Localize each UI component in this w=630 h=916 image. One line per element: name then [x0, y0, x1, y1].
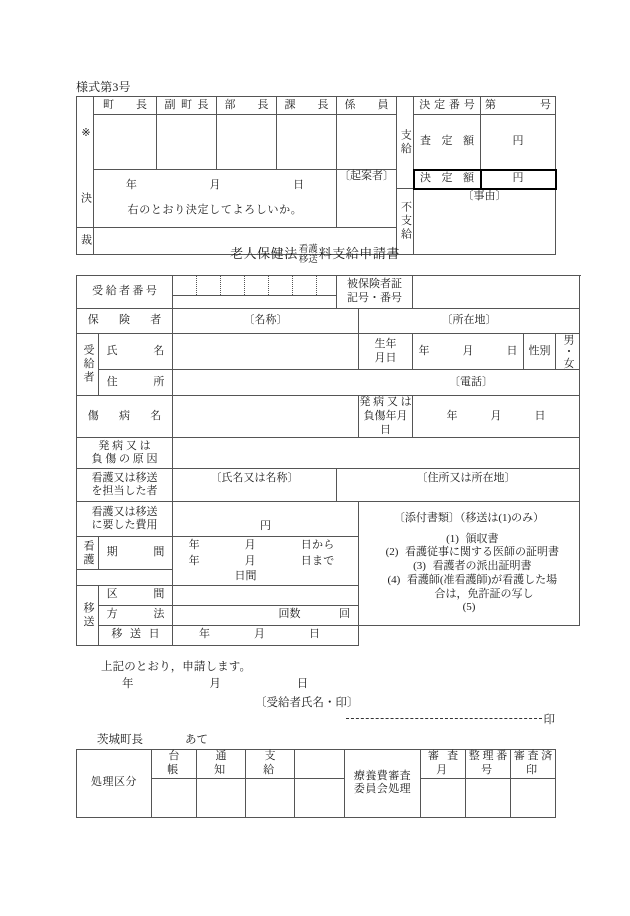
addressee [97, 731, 208, 747]
processing-table-container [76, 749, 556, 818]
insurer-address-cell[interactable] [359, 309, 580, 334]
committee-value-review-month[interactable] [421, 778, 466, 817]
cause-label-line2: 負 傷 の 原 因 [91, 453, 158, 466]
provider-label-line1: 看護又は移送 [91, 471, 158, 484]
recipient-number-cells-lower [173, 296, 337, 309]
nursing-side-label-text: 看護 [82, 539, 94, 567]
provider-name-label: 〔氏名又は名称〕 [210, 472, 299, 485]
insurer-address-label: 〔所在地〕 [441, 314, 497, 327]
cause-label [77, 438, 173, 469]
attachments-list [359, 533, 579, 616]
list-item [359, 546, 579, 560]
approval-side-label-bottom-text: 決 [79, 191, 92, 205]
processing-column-payment: 支 給 [246, 750, 295, 779]
assessed-amount-value[interactable]: 円 [481, 115, 556, 170]
recipient-number-cell-7[interactable] [317, 276, 337, 296]
cause-value[interactable] [173, 438, 580, 469]
recipient-side-label [77, 334, 99, 396]
committee-label-line2: 委員会処理 [353, 783, 412, 796]
application-table [76, 275, 580, 646]
insurance-card-value[interactable] [413, 276, 580, 309]
recipient-number-cell-6[interactable] [293, 276, 317, 296]
section-value[interactable] [173, 585, 359, 605]
rank-header-staff: 係 員 [337, 97, 397, 115]
insurance-card-label [337, 276, 413, 309]
transport-date-value[interactable]: 年 月 日 [173, 625, 359, 645]
decision-statement: 右のとおり決定してよろしいか。 [127, 204, 303, 216]
committee-value-reference-number[interactable] [466, 778, 511, 817]
birth-date-label-line1: 生年 [374, 337, 397, 350]
period-to[interactable]: 年 月 日まで [173, 554, 359, 569]
transport-side-label-text: 移送 [82, 601, 94, 629]
provider-name-cell[interactable] [173, 469, 337, 502]
rank-header-department-chief: 部 長 [217, 97, 277, 115]
attachment-text: 領収書 [465, 532, 499, 545]
approval-table-container [76, 96, 557, 255]
seal-mark: 印 [543, 714, 555, 726]
approval-side-label-bottom [77, 170, 94, 228]
method-value[interactable] [173, 605, 359, 625]
attachment-text-continued: 合は，免許証の写し [434, 587, 534, 600]
name-value[interactable] [173, 334, 359, 370]
birth-date-value[interactable]: 年 月 日 [413, 334, 524, 370]
list-item [359, 560, 579, 574]
approval-side-label [77, 97, 94, 170]
signature-label: 〔受給者氏名・印〕 [255, 697, 359, 709]
method-count-unit: 回 [339, 608, 351, 621]
phone-label: 〔電話〕 [449, 375, 494, 388]
recipient-number-cell-3[interactable] [221, 276, 245, 296]
cause-label-line1: 発 病 又 は [98, 439, 151, 452]
title-prefix: 老人保健法 [230, 246, 298, 261]
title-stack-top: 看護 [298, 244, 318, 255]
onset-date-value[interactable]: 年 月 日 [413, 396, 580, 438]
title-suffix: 料支給申請書 [318, 246, 400, 261]
committee-label [345, 750, 421, 818]
cost-value[interactable]: 円 [173, 502, 359, 537]
decision-number-label: 決定番号 [414, 97, 481, 115]
gender-label: 性別 [524, 334, 556, 370]
decision-number-value[interactable]: 第 号 [481, 97, 556, 115]
seal-box-staff[interactable] [337, 115, 397, 170]
attachment-text: 看護師(准看護師)が看護した場 [406, 573, 558, 586]
rank-header-deputy-mayor: 副町長 [157, 97, 217, 115]
committee-column-reference-number: 整理番号 [466, 750, 511, 779]
approval-table [76, 96, 557, 255]
committee-column-review-month: 審 査 月 [421, 750, 466, 779]
reason-label: 〔事由〕 [462, 189, 507, 202]
form-number: 様式第3号 [76, 80, 131, 94]
processing-value-notice[interactable] [197, 778, 246, 817]
period-label: 期 間 [99, 537, 173, 570]
seal-box-department-chief[interactable] [217, 115, 277, 170]
attachments-title: 〔添付書類〕（移送は(1)のみ） [393, 511, 545, 524]
insurer-label: 保 険 者 [77, 309, 173, 334]
onset-date-label-line1: 発 病 又 は [359, 396, 412, 408]
address-value-cell[interactable] [173, 370, 580, 396]
approval-side-label-foot-text: 裁 [79, 234, 92, 248]
onset-date-label-line2: 負傷年月日 [363, 409, 408, 436]
attachment-text: 看護者の派出証明書 [432, 560, 532, 573]
birth-date-label [359, 334, 413, 370]
disease-name-value[interactable] [173, 396, 359, 438]
insurance-card-label-line1: 被保険者証 [347, 278, 403, 291]
provider-address-label: 〔住所又は所在地〕 [416, 472, 516, 485]
address-label: 住 所 [99, 370, 173, 396]
recipient-number-cell-2[interactable] [197, 276, 221, 296]
cost-label [77, 502, 173, 537]
onset-date-label [359, 396, 413, 438]
application-date[interactable]: 年 月 日 [122, 678, 319, 690]
section-label: 区 間 [99, 585, 173, 605]
attachment-number: (1) [446, 532, 459, 545]
recipient-number-cell-5[interactable] [269, 276, 293, 296]
attachment-number: (4) [387, 573, 401, 586]
provider-label [77, 469, 173, 502]
cost-label-line2: に要した費用 [91, 519, 158, 532]
gender-options[interactable] [556, 334, 580, 370]
period-days[interactable]: 日間 [173, 569, 359, 585]
processing-column-ledger: 台 帳 [152, 750, 197, 779]
provider-address-cell[interactable] [337, 469, 580, 502]
list-item [359, 601, 579, 615]
processing-value-ledger[interactable] [152, 778, 197, 817]
signature-dashes [346, 718, 542, 719]
signature-line[interactable] [310, 711, 555, 727]
assessed-amount-label: 査 定 額 [414, 115, 481, 170]
application-table-container [76, 275, 580, 646]
addressee-name: 茨城町長 [97, 734, 143, 746]
recipient-number-cell-4[interactable] [245, 276, 269, 296]
title-stack [299, 245, 318, 266]
drafter-cell[interactable] [337, 170, 397, 228]
processing-column-notice: 通 知 [197, 750, 246, 779]
attachment-number: (3) [413, 560, 426, 573]
seal-box-section-chief[interactable] [277, 115, 337, 170]
page-title [0, 243, 630, 265]
nursing-days-spacer [77, 569, 173, 585]
rank-header-mayor: 町 長 [94, 97, 157, 115]
transport-side-label [77, 585, 99, 645]
list-item [359, 533, 579, 547]
decided-amount-label: 決 定 額 [414, 170, 481, 189]
seal-box-deputy-mayor[interactable] [157, 115, 217, 170]
processing-category-label: 処理区分 [77, 750, 152, 818]
seal-box-mayor[interactable] [94, 115, 157, 170]
committee-column-review-seal: 審査済印 [511, 750, 556, 779]
payment-side-label-text: 支給 [399, 129, 412, 156]
gender-options-text: 男・女 [562, 334, 575, 369]
provider-label-line2: を担当した者 [91, 485, 158, 498]
addressee-suffix: あて [185, 734, 208, 746]
title-stack-bottom: 移送 [298, 255, 318, 266]
cost-label-line1: 看護又は移送 [91, 505, 158, 518]
method-count-label: 回数 [278, 608, 301, 621]
name-label: 氏 名 [99, 334, 173, 370]
payment-side-label [397, 97, 414, 189]
attachment-text: 看護従事に関する医師の証明書 [405, 546, 560, 559]
insurer-name-cell[interactable] [173, 309, 359, 334]
disease-name-label: 傷 病 名 [77, 396, 173, 438]
attachments-cell [359, 502, 580, 626]
decision-statement-cell [94, 170, 337, 228]
nursing-side-label [77, 537, 99, 570]
insurance-card-label-line2: 記号・番号 [347, 292, 403, 304]
processing-value-other[interactable] [295, 778, 345, 817]
processing-value-payment[interactable] [246, 778, 295, 817]
list-item [359, 574, 579, 602]
recipient-number-cell-1[interactable] [173, 276, 197, 296]
recipient-number-label: 受給者番号 [77, 276, 173, 309]
processing-table [76, 749, 556, 818]
committee-value-review-seal[interactable] [511, 778, 556, 817]
insurer-name-label: 〔名称〕 [243, 314, 288, 327]
rank-header-section-chief: 課 長 [277, 97, 337, 115]
transport-date-label: 移 送 日 [99, 625, 173, 645]
drafter-label: 〔起案者〕 [339, 170, 394, 182]
decided-amount-value[interactable]: 円 [481, 170, 556, 189]
approval-side-label-text: ※ [79, 125, 92, 141]
attachment-number: (2) [385, 546, 399, 559]
method-label: 方 法 [99, 605, 173, 625]
recipient-side-label-text: 受給者 [82, 344, 94, 385]
period-from[interactable]: 年 月 日から [173, 537, 359, 555]
attachment-number: (5) [462, 601, 476, 614]
committee-label-line1: 療養費審査 [353, 769, 412, 782]
birth-date-label-line2: 月日 [374, 351, 397, 364]
nonpayment-side-label-text: 不支給 [399, 201, 412, 242]
application-statement: 上記のとおり，申請します。 [101, 661, 252, 673]
decision-date[interactable]: 年 月 日 [125, 179, 314, 192]
